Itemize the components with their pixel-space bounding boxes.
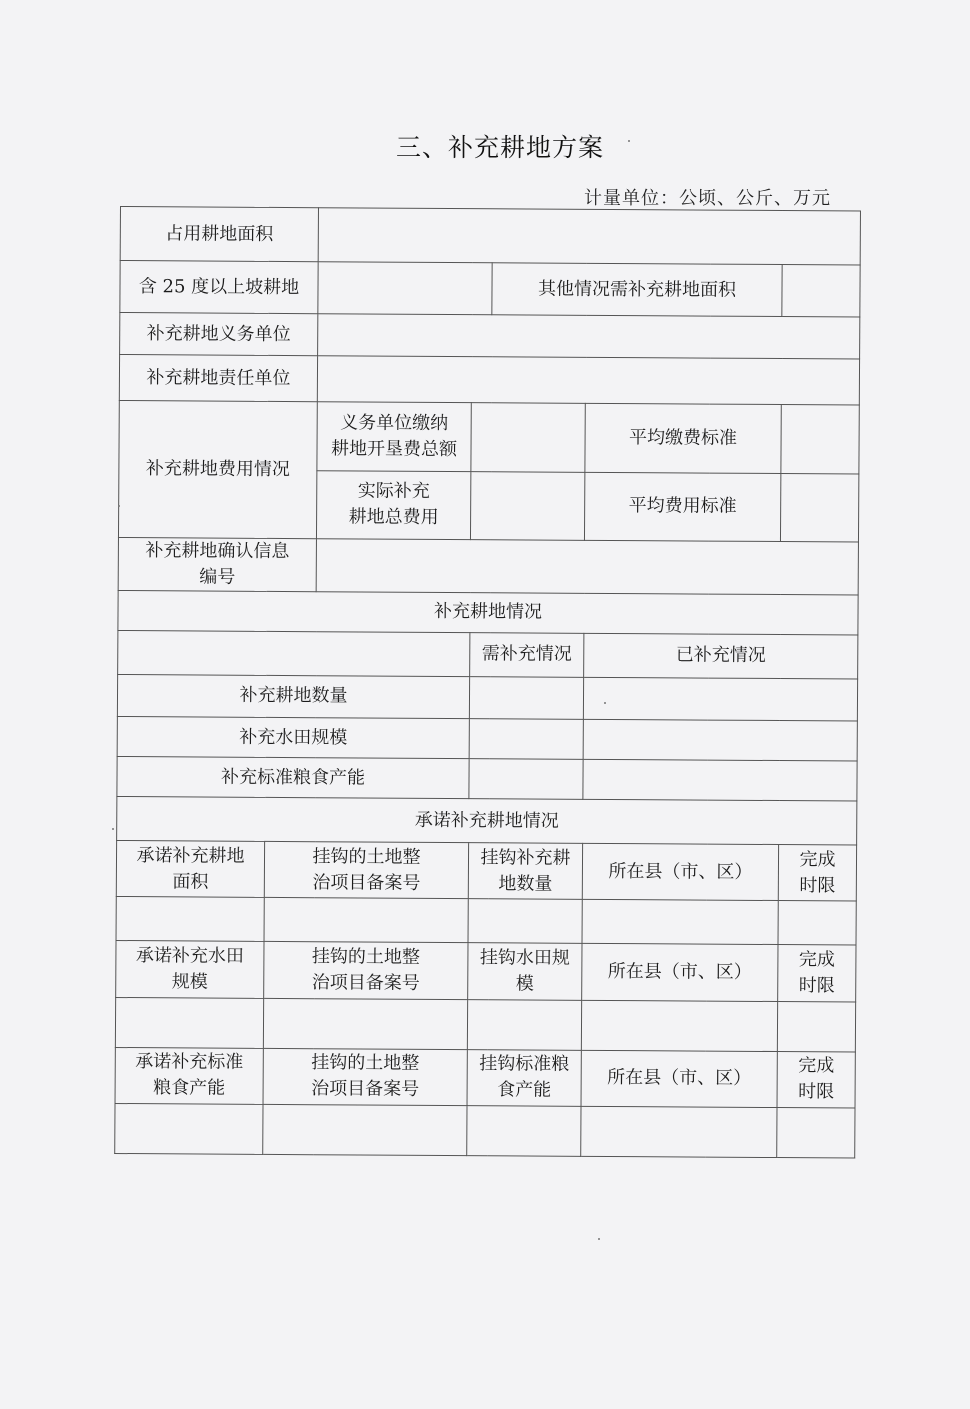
linked-paddy-value[interactable]	[467, 999, 581, 1050]
table-row	[120, 261, 860, 318]
fee-total-line2: 耕地开垦费总额	[330, 438, 458, 461]
project-no-value[interactable]	[263, 1104, 467, 1155]
project-no-header	[264, 942, 468, 999]
grain-done-value[interactable]	[583, 759, 857, 801]
promise-paddy-value[interactable]	[115, 997, 263, 1048]
obligation-unit-label: 补充耕地义务单位	[120, 313, 318, 356]
actual-cost-label	[316, 470, 470, 539]
deadline-line2: 时限	[798, 1081, 835, 1103]
project-no-line2: 治项目备案号	[311, 1078, 420, 1101]
deadline-line1: 完成	[798, 949, 835, 971]
project-no-header	[263, 1048, 467, 1105]
deadline-line2: 时限	[799, 874, 836, 897]
fee-situation-label: 补充耕地费用情况	[118, 401, 317, 538]
quantity-needed-value[interactable]	[469, 677, 583, 720]
row-grain-label: 补充标准粮食产能	[117, 757, 469, 799]
actual-cost-value[interactable]	[470, 471, 584, 540]
promise-grain-line2: 粮食产能	[153, 1077, 226, 1099]
promise-paddy-line2: 规模	[171, 971, 208, 993]
occupied-area-label: 占用耕地面积	[120, 207, 318, 262]
supplement-section-title: 补充耕地情况	[118, 590, 858, 635]
county-header: 所在县（市、区）	[582, 844, 778, 901]
avg-fee-std-label: 平均缴费标准	[585, 404, 781, 473]
farmland-supplement-form	[114, 206, 860, 1159]
table-row	[116, 941, 856, 1002]
deadline-header	[778, 845, 856, 902]
county-value[interactable]	[581, 1000, 777, 1051]
deadline-line1: 完成	[798, 1055, 835, 1077]
county-value[interactable]	[582, 900, 778, 945]
project-no-line2: 治项目备案号	[311, 972, 420, 994]
promise-grain-value[interactable]	[115, 1103, 263, 1154]
row-paddy-label: 补充水田规模	[117, 717, 469, 759]
promise-area-label	[116, 841, 264, 898]
deadline-line2: 时限	[798, 975, 835, 997]
table-row	[120, 313, 860, 360]
scan-speck	[604, 702, 606, 704]
fee-total-label	[317, 402, 471, 471]
supplement-header-blank	[118, 630, 470, 676]
promise-grain-label	[115, 1047, 263, 1104]
grain-needed-value[interactable]	[469, 759, 583, 800]
unit-note: 计量单位：公顷、公斤、万元	[584, 188, 831, 209]
other-area-label: 其他情况需补充耕地面积	[492, 263, 782, 317]
row-quantity-label: 补充耕地数量	[117, 674, 469, 718]
slope25-value[interactable]	[318, 262, 492, 315]
promise-paddy-label	[116, 941, 264, 998]
table-row	[117, 674, 857, 721]
project-no-line1: 挂钩的土地整	[311, 946, 420, 968]
avg-fee-std-value[interactable]	[781, 405, 859, 474]
confirm-no-line1: 补充耕地确认信息	[145, 539, 290, 562]
table-row	[117, 797, 857, 846]
promise-grain-line1: 承诺补充标准	[135, 1051, 244, 1073]
confirm-no-value[interactable]	[316, 538, 858, 594]
linked-grain-value[interactable]	[467, 1105, 581, 1156]
promise-area-line2: 面积	[172, 871, 209, 893]
col-done-header: 已补充情况	[584, 633, 858, 679]
project-no-line1: 挂钩的土地整	[311, 1052, 420, 1075]
paddy-done-value[interactable]	[583, 719, 857, 761]
linked-quantity-header: 挂钩补充耕地数量	[468, 843, 582, 900]
promise-section-title: 承诺补充耕地情况	[117, 797, 857, 846]
fee-total-value[interactable]	[471, 403, 585, 472]
county-header: 所在县（市、区）	[581, 1050, 777, 1107]
linked-grain-header: 挂钩标准粮食产能	[467, 1049, 581, 1106]
paddy-needed-value[interactable]	[469, 719, 583, 760]
slope25-label: 含 25 度以上坡耕地	[120, 261, 318, 314]
deadline-header	[777, 1051, 855, 1108]
deadline-value[interactable]	[778, 901, 856, 946]
table-row	[119, 355, 859, 406]
responsible-unit-value[interactable]	[317, 356, 859, 405]
deadline-value[interactable]	[777, 1107, 855, 1158]
form-table	[114, 206, 861, 1159]
deadline-line1: 完成	[799, 848, 836, 871]
project-no-value[interactable]	[263, 998, 467, 1049]
table-row	[118, 630, 858, 679]
actual-cost-line1: 实际补充	[357, 480, 430, 502]
actual-cost-line2: 耕地总费用	[348, 506, 439, 529]
linked-quantity-value[interactable]	[468, 899, 582, 944]
promise-area-value[interactable]	[116, 897, 264, 942]
avg-cost-std-value[interactable]	[780, 473, 858, 542]
table-row	[120, 207, 860, 266]
quantity-done-value[interactable]	[583, 677, 857, 721]
project-no-value[interactable]	[264, 898, 468, 943]
scan-speck	[628, 140, 630, 142]
table-row	[119, 401, 859, 474]
table-row	[115, 997, 855, 1052]
table-row	[116, 841, 856, 902]
deadline-value[interactable]	[777, 1001, 855, 1052]
deadline-header	[778, 945, 856, 1002]
occupied-area-value[interactable]	[318, 208, 860, 265]
county-header: 所在县（市、区）	[582, 944, 778, 1001]
scan-speck	[598, 1238, 600, 1240]
page-title: 三、补充耕地方案	[395, 133, 604, 162]
project-no-header	[264, 842, 468, 899]
confirm-no-line2: 编号	[199, 566, 236, 588]
obligation-unit-value[interactable]	[318, 314, 860, 359]
scan-speck	[112, 828, 114, 830]
other-area-value[interactable]	[782, 265, 860, 318]
project-no-line1: 挂钩的土地整	[312, 845, 421, 868]
col-needed-header: 需补充情况	[470, 633, 584, 678]
fee-total-line1: 义务单位缴纳	[340, 412, 449, 434]
table-row	[118, 537, 858, 595]
linked-paddy-header: 挂钩水田规模	[468, 943, 582, 1000]
table-row	[117, 717, 857, 762]
table-row	[115, 1047, 855, 1108]
table-row	[117, 757, 857, 802]
table-row	[118, 590, 858, 635]
responsible-unit-label: 补充耕地责任单位	[119, 355, 317, 402]
county-value[interactable]	[581, 1106, 777, 1157]
confirm-no-label	[118, 537, 316, 591]
scan-speck	[118, 505, 120, 507]
table-row	[116, 897, 856, 946]
promise-area-line1: 承诺补充耕地	[136, 844, 245, 867]
promise-paddy-line1: 承诺补充水田	[135, 945, 244, 967]
project-no-line2: 治项目备案号	[312, 871, 421, 894]
avg-cost-std-label: 平均费用标准	[584, 472, 780, 541]
table-row	[115, 1103, 855, 1158]
